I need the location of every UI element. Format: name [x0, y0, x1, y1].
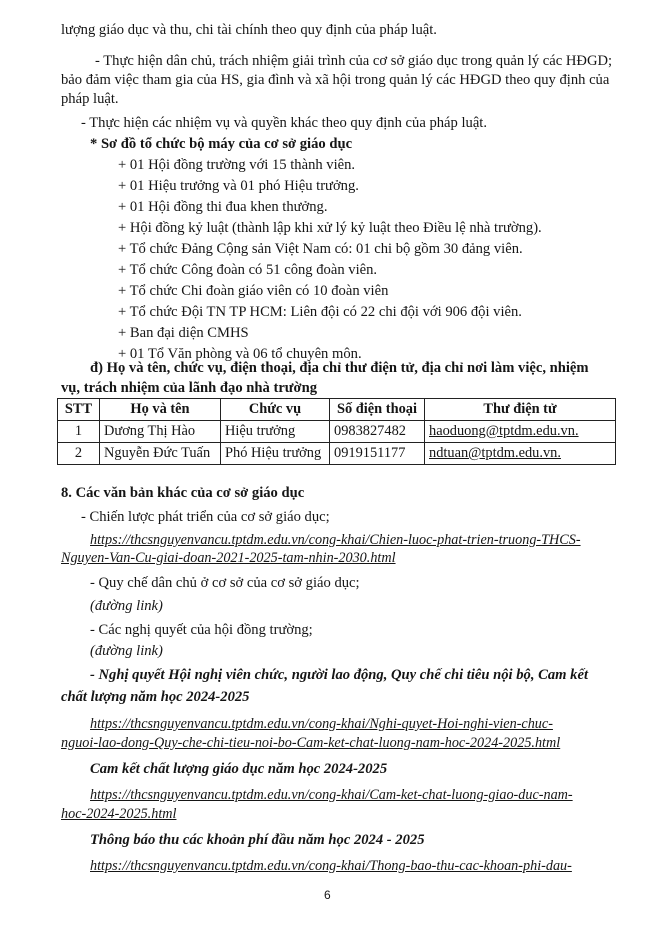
conference-link[interactable]: https://thcsnguyenvancu.tptdm.edu.vn/cong-khai/Nghi-quyet-Hoi-nghi-vien-chuc-	[90, 716, 553, 732]
org-item: + 01 Hội đồng trường với 15 thành viên.	[118, 157, 356, 173]
cell-position: Hiệu trưởng	[221, 421, 330, 443]
table-row	[58, 443, 616, 465]
leadership-heading-line2: vụ, trách nhiệm của lãnh đạo nhà trường	[61, 380, 318, 396]
conference-title-line2: chất lượng năm học 2024-2025	[61, 689, 250, 705]
org-item: + Tổ chức Công đoàn có 51 công đoàn viên.	[118, 262, 378, 278]
fees-link[interactable]: https://thcsnguyenvancu.tptdm.edu.vn/cong-khai/Thong-bao-thu-cac-khoan-phi-dau-	[90, 858, 572, 874]
table-row	[58, 421, 616, 443]
col-header-position: Chức vụ	[221, 399, 330, 421]
text-line: pháp luật.	[61, 91, 119, 107]
cell-phone: 0983827482	[330, 421, 425, 443]
quality-title: Cam kết chất lượng giáo dục năm học 2024-2025	[90, 761, 388, 777]
cell-name: Dương Thị Hào	[100, 421, 221, 443]
strategy-link[interactable]: Nguyen-Van-Cu-giai-doan-2021-2025-tam-nhin-2030.html	[61, 550, 396, 566]
text-line: lượng giáo dục và thu, chi tài chính theo quy định của pháp luật.	[61, 22, 437, 38]
org-item: + Tổ chức Chi đoàn giáo viên có 10 đoàn viên	[118, 283, 389, 299]
org-item: + Tổ chức Đảng Cộng sản Việt Nam có: 01 chi bộ gồm 30 đảng viên.	[118, 241, 523, 257]
placeholder-link: (đường link)	[90, 598, 163, 614]
leadership-heading-line1: đ) Họ và tên, chức vụ, điện thoại, địa chỉ thư điện tử, địa chỉ nơi làm việc, nhiệm	[90, 360, 589, 376]
text-line: - Quy chế dân chủ ở cơ sở của cơ sở giáo dục;	[90, 575, 360, 591]
col-header-phone: Số điện thoại	[330, 399, 425, 421]
cell-email-link[interactable]: ndtuan@tptdm.edu.vn.	[425, 443, 616, 465]
table-header-row	[58, 399, 616, 421]
org-item: + Ban đại diện CMHS	[118, 325, 249, 341]
org-item: + Tổ chức Đội TN TP HCM: Liên đội có 22 chi đội với 906 đội viên.	[118, 304, 522, 320]
org-item: + 01 Tổ Văn phòng và 06 tổ chuyên môn.	[118, 346, 362, 362]
text-line: - Chiến lược phát triển của cơ sở giáo dục;	[81, 509, 330, 525]
strategy-link[interactable]: https://thcsnguyenvancu.tptdm.edu.vn/cong-khai/Chien-luoc-phat-trien-truong-THCS-	[90, 532, 581, 548]
text-line: - Thực hiện dân chủ, trách nhiệm giải trình của cơ sở giáo dục trong quản lý các HĐGD;	[95, 53, 613, 69]
placeholder-link: (đường link)	[90, 643, 163, 659]
text-line: - Các nghị quyết của hội đồng trường;	[90, 622, 313, 638]
cell-stt: 1	[58, 421, 100, 443]
section-8-heading: 8. Các văn bản khác của cơ sở giáo dục	[61, 485, 305, 501]
text-line: - Thực hiện các nhiệm vụ và quyền khác theo quy định của pháp luật.	[81, 115, 488, 131]
cell-name: Nguyễn Đức Tuấn	[100, 443, 221, 465]
quality-link[interactable]: https://thcsnguyenvancu.tptdm.edu.vn/cong-khai/Cam-ket-chat-luong-giao-duc-nam-	[90, 787, 573, 803]
conference-title-line1: - Nghị quyết Hội nghị viên chức, người lao động, Quy chế chi tiêu nội bộ, Cam kết	[90, 667, 589, 683]
org-item: + 01 Hội đồng thi đua khen thưởng.	[118, 199, 328, 215]
cell-position: Phó Hiệu trưởng	[221, 443, 330, 465]
col-header-name: Họ và tên	[100, 399, 221, 421]
cell-phone: 0919151177	[330, 443, 425, 465]
leadership-table	[57, 398, 616, 465]
cell-email-link[interactable]: haoduong@tptdm.edu.vn.	[425, 421, 616, 443]
org-chart-heading: * Sơ đồ tổ chức bộ máy của cơ sở giáo dục	[90, 136, 353, 152]
page-number: 6	[324, 888, 331, 902]
col-header-stt: STT	[58, 399, 100, 421]
cell-stt: 2	[58, 443, 100, 465]
org-item: + 01 Hiệu trưởng và 01 phó Hiệu trưởng.	[118, 178, 359, 194]
text-line: bảo đảm việc tham gia của HS, gia đình và xã hội trong quản lý các HĐGD theo quy định của	[61, 72, 610, 88]
org-item: + Hội đồng kỷ luật (thành lập khi xử lý kỷ luật theo Điều lệ nhà trường).	[118, 220, 542, 236]
conference-link[interactable]: nguoi-lao-dong-Quy-che-chi-tieu-noi-bo-Cam-ket-chat-luong-nam-hoc-2024-2025.html	[61, 735, 561, 751]
fees-title: Thông báo thu các khoản phí đầu năm học 2024 - 2025	[90, 832, 425, 848]
quality-link[interactable]: hoc-2024-2025.html	[61, 806, 177, 822]
col-header-email: Thư điện tử	[425, 399, 616, 421]
